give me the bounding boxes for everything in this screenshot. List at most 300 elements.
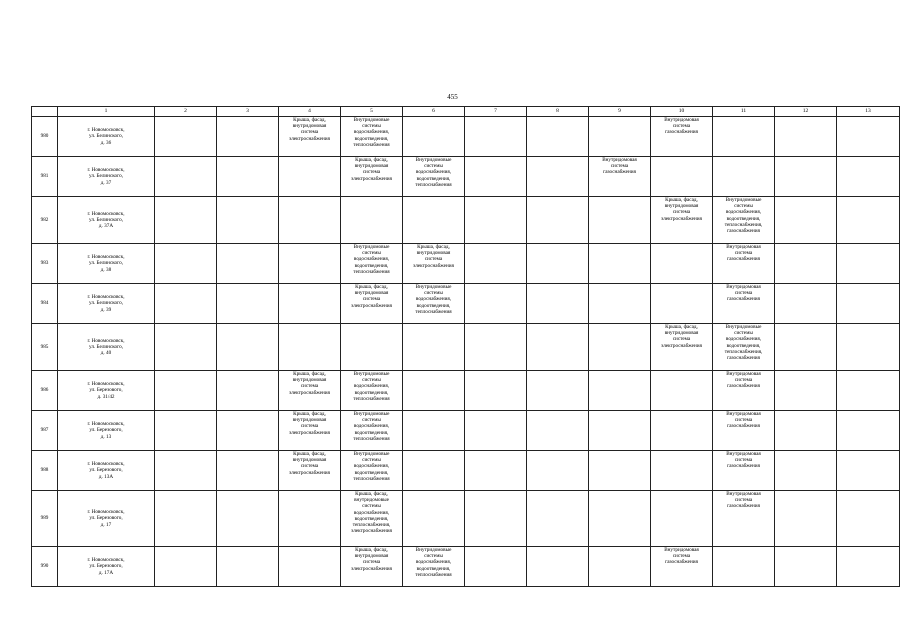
table-row (32, 371, 900, 411)
cell-text-line: водоснабжения, (353, 256, 390, 263)
cell-text-line: газоснабжения (727, 228, 760, 235)
cell-text-line: Крыша, фасад, (355, 491, 388, 497)
empty-cell (589, 117, 651, 157)
empty-cell (651, 244, 713, 284)
cell-text-line: теплоснабжения, (352, 522, 391, 529)
cell-text-line: Крыша, фасад, (665, 197, 698, 203)
cell-text-line: г. Новомосковск, (87, 127, 125, 134)
cell-text-line: электроснабжения (661, 215, 702, 222)
cell-text-line: г. Новомосковск, (87, 254, 125, 261)
cell-text-line: системы (734, 330, 753, 337)
empty-cell (651, 491, 713, 547)
cell-text-line: Крыша, фасад, (293, 411, 326, 417)
cell-text-line: системы (362, 250, 381, 257)
cell-text-line: водоотведения, (354, 469, 389, 476)
work-cell-col-11 (713, 451, 775, 491)
cell-text-line: газоснабжения (603, 169, 636, 176)
cell-text-line: теплоснабжения (353, 141, 390, 148)
cell-text-line: Внутридомовые (415, 157, 452, 163)
empty-cell (589, 324, 651, 371)
empty-cell (527, 284, 589, 324)
cell-text-line: внутридомовая (292, 417, 327, 424)
empty-cell (279, 491, 341, 547)
table-row (32, 411, 900, 451)
column-header-7: 7 (465, 107, 527, 117)
empty-cell (775, 324, 837, 371)
cell-text-line: Внутридомовая (726, 451, 761, 457)
empty-cell (465, 451, 527, 491)
cell-text-line: водоснабжения, (353, 423, 390, 430)
empty-cell (589, 284, 651, 324)
cell-text-line: водоотведения, (726, 342, 761, 349)
cell-text-line: электроснабжения (351, 565, 392, 572)
work-cell-col-9 (589, 157, 651, 197)
column-header-9: 9 (589, 107, 651, 117)
cell-text-line: система (362, 169, 381, 176)
cell-text-line: д. 38 (100, 266, 112, 273)
cell-text-line: водоснабжения, (353, 129, 390, 136)
empty-cell (775, 411, 837, 451)
cell-text-line: г. Новомосковск, (87, 337, 125, 344)
table-row (32, 117, 900, 157)
cell-text-line: водоотведения, (416, 175, 451, 182)
work-cell-col-10 (651, 197, 713, 244)
row-number: 986 (32, 371, 58, 411)
empty-cell (837, 371, 900, 411)
cell-text-line: газоснабжения (727, 383, 760, 390)
cell-text-line: электроснабжения (661, 342, 702, 349)
cell-text-line: теплоснабжения, (724, 221, 763, 228)
work-cell-col-5 (341, 284, 403, 324)
cell-text-line: системы (424, 553, 443, 560)
cell-text-line: внутридомовая (292, 377, 327, 384)
row-number: 980 (32, 117, 58, 157)
cell-text-line: теплоснабжения (353, 435, 390, 442)
cell-text-line: Крыша, фасад, (293, 451, 326, 457)
empty-cell (403, 197, 465, 244)
empty-cell (837, 197, 900, 244)
empty-cell (217, 157, 279, 197)
column-header-6: 6 (403, 107, 465, 117)
cell-text-line: водоснабжения, (353, 463, 390, 470)
row-number: 985 (32, 324, 58, 371)
empty-cell (155, 244, 217, 284)
cell-text-line: Внутридомовые (353, 411, 390, 417)
cell-text-line: Крыша, фасад, (355, 547, 388, 553)
column-header-row (32, 107, 900, 117)
empty-cell (527, 117, 589, 157)
address-cell (58, 371, 155, 411)
cell-text-line: Внутридомовая (602, 157, 637, 163)
empty-cell (713, 157, 775, 197)
empty-cell (217, 244, 279, 284)
work-cell-col-5 (341, 491, 403, 547)
cell-text-line: система (300, 383, 319, 390)
cell-text-line: г. Новомосковск, (87, 294, 125, 301)
schedule-table (31, 106, 900, 587)
cell-text-line: водоотведения, (416, 565, 451, 572)
cell-text-line: электроснабжения (351, 528, 392, 535)
empty-cell (837, 547, 900, 587)
cell-text-line: д. 17А (98, 569, 114, 576)
empty-cell (217, 117, 279, 157)
work-cell-col-11 (713, 491, 775, 547)
empty-cell (217, 491, 279, 547)
cell-text-line: ул. Белинского, (88, 216, 123, 223)
empty-cell (155, 547, 217, 587)
cell-text-line: Внутридомовые (415, 547, 452, 553)
work-cell-col-4 (279, 451, 341, 491)
column-header-2: 2 (155, 107, 217, 117)
row-number: 989 (32, 491, 58, 547)
cell-text-line: Внутридомовые (725, 197, 762, 203)
empty-cell (589, 244, 651, 284)
empty-cell (527, 547, 589, 587)
address-cell (58, 117, 155, 157)
table-row (32, 324, 900, 371)
cell-text-line: г. Новомосковск, (87, 461, 125, 468)
row-number: 983 (32, 244, 58, 284)
cell-text-line: система (610, 163, 629, 170)
empty-cell (527, 371, 589, 411)
empty-cell (217, 547, 279, 587)
cell-text-line: Внутридомовая (664, 547, 699, 553)
empty-cell (155, 157, 217, 197)
cell-text-line: Крыша, фасад, (293, 371, 326, 377)
cell-text-line: Крыша, фасад, (417, 244, 450, 250)
cell-text-line: Внутридомовая (726, 411, 761, 417)
cell-text-line: внутридомовые (354, 497, 389, 504)
work-cell-col-11 (713, 411, 775, 451)
cell-text-line: д. 17 (100, 521, 112, 528)
cell-text-line: системы (424, 290, 443, 297)
cell-text-line: внутридомовая (354, 553, 389, 560)
cell-text-line: электроснабжения (413, 262, 454, 269)
column-header-11: 11 (713, 107, 775, 117)
column-header-10: 10 (651, 107, 713, 117)
empty-cell (155, 324, 217, 371)
cell-text-line: ул. Белинского, (88, 300, 123, 307)
cell-text-line: д. 13А (98, 473, 114, 480)
cell-text-line: водоотведения, (354, 389, 389, 396)
work-cell-col-5 (341, 244, 403, 284)
empty-cell (589, 547, 651, 587)
empty-cell (651, 371, 713, 411)
empty-cell (837, 451, 900, 491)
empty-cell (403, 324, 465, 371)
work-cell-col-11 (713, 197, 775, 244)
empty-cell (775, 371, 837, 411)
empty-cell (775, 157, 837, 197)
cell-text-line: ул. Белинского, (88, 173, 123, 180)
cell-text-line: Внутридомовая (726, 491, 761, 497)
column-header-4: 4 (279, 107, 341, 117)
empty-cell (465, 491, 527, 547)
empty-cell (155, 371, 217, 411)
empty-cell (403, 411, 465, 451)
cell-text-line: газоснабжения (727, 503, 760, 510)
cell-text-line: электроснабжения (351, 175, 392, 182)
empty-cell (279, 284, 341, 324)
empty-cell (527, 157, 589, 197)
table-row (32, 157, 900, 197)
work-cell-col-11 (713, 244, 775, 284)
empty-cell (465, 117, 527, 157)
cell-text-line: д. 36 (100, 139, 112, 146)
empty-cell (775, 197, 837, 244)
cell-text-line: газоснабжения (727, 463, 760, 470)
cell-text-line: Внутридомовая (726, 284, 761, 290)
empty-cell (837, 244, 900, 284)
cell-text-line: система (672, 336, 691, 343)
cell-text-line: д. 13 (100, 433, 112, 440)
empty-cell (279, 547, 341, 587)
cell-text-line: водоснабжения, (415, 559, 452, 566)
cell-text-line: система (424, 256, 443, 263)
cell-text-line: водоснабжения, (353, 383, 390, 390)
cell-text-line: ул. Белинского, (88, 343, 123, 350)
empty-cell (217, 197, 279, 244)
empty-cell (775, 451, 837, 491)
empty-cell (465, 371, 527, 411)
cell-text-line: теплоснабжения (353, 475, 390, 482)
empty-cell (465, 284, 527, 324)
cell-text-line: Крыша, фасад, (293, 117, 326, 123)
empty-cell (155, 117, 217, 157)
empty-cell (527, 324, 589, 371)
column-header-1: 1 (58, 107, 155, 117)
row-number: 987 (32, 411, 58, 451)
cell-text-line: ул. Березового, (89, 427, 123, 434)
cell-text-line: Внутридомовые (725, 324, 762, 330)
cell-text-line: внутридомовая (292, 123, 327, 130)
address-cell (58, 451, 155, 491)
empty-cell (403, 451, 465, 491)
work-cell-col-10 (651, 117, 713, 157)
cell-text-line: Крыша, фасад, (355, 157, 388, 163)
empty-cell (217, 371, 279, 411)
empty-cell (651, 157, 713, 197)
empty-cell (775, 117, 837, 157)
empty-cell (837, 157, 900, 197)
cell-text-line: внутридомовая (292, 457, 327, 464)
column-header-12: 12 (775, 107, 837, 117)
cell-text-line: водоотведения, (354, 515, 389, 522)
column-header-3: 3 (217, 107, 279, 117)
cell-text-line: теплоснабжения (353, 268, 390, 275)
work-cell-col-5 (341, 451, 403, 491)
empty-cell (775, 284, 837, 324)
empty-cell (155, 451, 217, 491)
cell-text-line: газоснабжения (727, 256, 760, 263)
cell-text-line: внутридомовая (664, 330, 699, 337)
empty-cell (465, 157, 527, 197)
cell-text-line: Крыша, фасад, (665, 324, 698, 330)
empty-cell (279, 157, 341, 197)
table-row (32, 491, 900, 547)
cell-text-line: Внутридомовые (353, 371, 390, 377)
cell-text-line: Внутридомовые (415, 284, 452, 290)
empty-cell (651, 411, 713, 451)
work-cell-col-10 (651, 547, 713, 587)
empty-cell (837, 411, 900, 451)
empty-cell (279, 324, 341, 371)
cell-text-line: г. Новомосковск, (87, 381, 125, 388)
empty-cell (217, 324, 279, 371)
empty-cell (403, 117, 465, 157)
cell-text-line: система (734, 457, 753, 464)
work-cell-col-4 (279, 411, 341, 451)
empty-cell (279, 197, 341, 244)
empty-cell (589, 491, 651, 547)
address-cell (58, 491, 155, 547)
cell-text-line: г. Новомосковск, (87, 509, 125, 516)
work-cell-col-5 (341, 157, 403, 197)
cell-text-line: внутридомовая (664, 203, 699, 210)
cell-text-line: водоотведения, (416, 302, 451, 309)
cell-text-line: теплоснабжения, (724, 348, 763, 355)
cell-text-line: Внутридомовая (664, 117, 699, 123)
cell-text-line: д. 40 (100, 350, 112, 357)
empty-cell (527, 491, 589, 547)
cell-text-line: теплоснабжения (415, 571, 452, 578)
address-cell (58, 197, 155, 244)
cell-text-line: водоотведения, (726, 215, 761, 222)
empty-cell (775, 244, 837, 284)
row-number: 988 (32, 451, 58, 491)
cell-text-line: системы (734, 203, 753, 210)
cell-text-line: системы (362, 123, 381, 130)
cell-text-line: ул. Березового, (89, 515, 123, 522)
row-number: 981 (32, 157, 58, 197)
address-cell (58, 547, 155, 587)
empty-cell (465, 324, 527, 371)
page-number: 455 (447, 93, 458, 101)
cell-text-line: ул. Белинского, (88, 260, 123, 267)
table-row (32, 451, 900, 491)
empty-cell (837, 491, 900, 547)
cell-text-line: электроснабжения (289, 135, 330, 142)
row-number: 990 (32, 547, 58, 587)
cell-text-line: д. 37А (98, 223, 114, 230)
cell-text-line: водоснабжения, (725, 209, 762, 216)
cell-text-line: г. Новомосковск, (87, 421, 125, 428)
cell-text-line: электроснабжения (289, 389, 330, 396)
cell-text-line: г. Новомосковск, (87, 557, 125, 564)
cell-text-line: газоснабжения (665, 559, 698, 566)
cell-text-line: система (300, 463, 319, 470)
empty-cell (465, 547, 527, 587)
cell-text-line: газоснабжения (727, 355, 760, 362)
work-cell-col-5 (341, 411, 403, 451)
work-cell-col-11 (713, 284, 775, 324)
work-cell-col-11 (713, 371, 775, 411)
cell-text-line: внутридомовая (416, 250, 451, 257)
empty-cell (775, 547, 837, 587)
cell-text-line: водоотведения, (354, 429, 389, 436)
empty-cell (837, 284, 900, 324)
column-header-8: 8 (527, 107, 589, 117)
empty-cell (155, 411, 217, 451)
cell-text-line: система (672, 123, 691, 130)
empty-cell (217, 411, 279, 451)
cell-text-line: водоснабжения, (415, 169, 452, 176)
cell-text-line: система (672, 553, 691, 560)
cell-text-line: электроснабжения (351, 302, 392, 309)
table-row (32, 284, 900, 324)
empty-cell (713, 547, 775, 587)
empty-cell (341, 324, 403, 371)
cell-text-line: системы (362, 503, 381, 510)
table-row (32, 244, 900, 284)
empty-cell (589, 411, 651, 451)
empty-cell (589, 371, 651, 411)
cell-text-line: газоснабжения (727, 423, 760, 430)
cell-text-line: система (734, 377, 753, 384)
empty-cell (403, 491, 465, 547)
cell-text-line: система (734, 250, 753, 257)
cell-text-line: д. 39 (100, 306, 112, 313)
cell-text-line: системы (362, 417, 381, 424)
empty-cell (775, 491, 837, 547)
cell-text-line: ул. Березового, (89, 467, 123, 474)
cell-text-line: система (734, 497, 753, 504)
table-row (32, 197, 900, 244)
empty-cell (527, 411, 589, 451)
cell-text-line: Внутридомовые (353, 244, 390, 250)
empty-cell (279, 244, 341, 284)
row-number: 984 (32, 284, 58, 324)
header-cell-blank (32, 107, 58, 117)
cell-text-line: водоотведения, (354, 135, 389, 142)
work-cell-col-6 (403, 157, 465, 197)
cell-text-line: система (362, 559, 381, 566)
cell-text-line: газоснабжения (665, 129, 698, 136)
cell-text-line: система (300, 423, 319, 430)
cell-text-line: Внутридомовые (353, 117, 390, 123)
empty-cell (589, 197, 651, 244)
cell-text-line: водоснабжения, (415, 296, 452, 303)
cell-text-line: система (672, 209, 691, 216)
cell-text-line: система (300, 129, 319, 136)
cell-text-line: электроснабжения (289, 429, 330, 436)
empty-cell (155, 197, 217, 244)
cell-text-line: Крыша, фасад, (355, 284, 388, 290)
address-cell (58, 244, 155, 284)
cell-text-line: ул. Березового, (89, 387, 123, 394)
cell-text-line: Внутридомовая (726, 244, 761, 250)
cell-text-line: теплоснабжения (353, 395, 390, 402)
empty-cell (527, 244, 589, 284)
address-cell (58, 411, 155, 451)
empty-cell (217, 284, 279, 324)
work-cell-col-5 (341, 547, 403, 587)
cell-text-line: система (734, 417, 753, 424)
cell-text-line: электроснабжения (289, 469, 330, 476)
work-cell-col-6 (403, 284, 465, 324)
cell-text-line: г. Новомосковск, (87, 210, 125, 217)
address-cell (58, 324, 155, 371)
empty-cell (217, 451, 279, 491)
cell-text-line: д. 37 (100, 179, 112, 186)
empty-cell (527, 451, 589, 491)
work-cell-col-11 (713, 324, 775, 371)
cell-text-line: Внутридомовая (726, 371, 761, 377)
column-header-5: 5 (341, 107, 403, 117)
work-cell-col-5 (341, 371, 403, 411)
address-cell (58, 284, 155, 324)
cell-text-line: системы (362, 457, 381, 464)
